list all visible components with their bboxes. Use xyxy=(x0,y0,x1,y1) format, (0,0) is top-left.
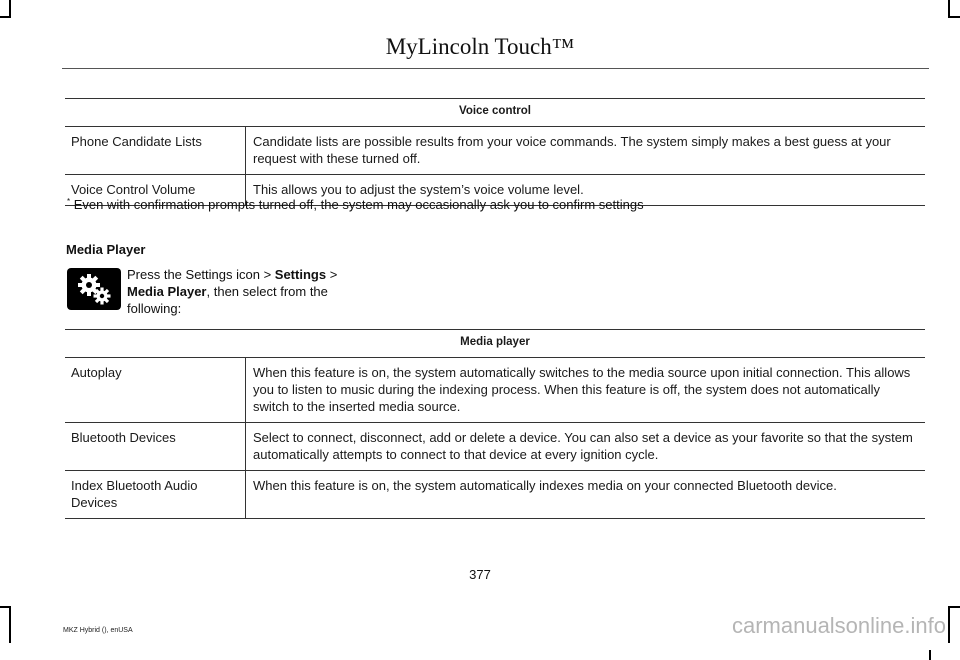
page-title: MyLincoln Touch™ xyxy=(385,34,575,59)
setting-name: Bluetooth Devices xyxy=(65,423,246,471)
crop-mark-bottom-right xyxy=(948,606,960,608)
setting-description: When this feature is on, the system automatically indexes media on your connected Bluetooth device. xyxy=(246,471,926,519)
crop-mark-top-right xyxy=(948,16,960,18)
crop-mark-bottom-right xyxy=(948,606,950,643)
footnote-text: Even with confirmation prompts turned off, the system may occasionally ask you to confirm settings xyxy=(73,197,644,212)
table-title: Media player xyxy=(65,330,925,358)
setting-name: Autoplay xyxy=(65,358,246,423)
instruction-part: Press the Settings icon > xyxy=(127,267,275,282)
section-heading: Media Player xyxy=(66,242,146,257)
table-row xyxy=(65,471,925,519)
table-title: Voice control xyxy=(65,99,925,127)
crop-mark-bottom-left xyxy=(0,606,11,608)
setting-description: This allows you to adjust the system’s voice volume level. xyxy=(246,175,926,206)
table-row xyxy=(65,358,925,423)
crop-mark-bottom-left xyxy=(9,606,11,643)
table-row xyxy=(65,127,925,175)
setting-name: Voice Control Volume xyxy=(65,175,246,206)
crop-mark-tick xyxy=(929,650,931,660)
settings-gears-icon xyxy=(67,268,121,310)
instruction-text xyxy=(127,266,342,317)
setting-name: Phone Candidate Lists xyxy=(65,127,246,175)
setting-name: Index Bluetooth Audio Devices xyxy=(65,471,246,519)
media-player-table xyxy=(65,329,925,519)
footnote xyxy=(67,197,644,212)
document-code: MKZ Hybrid (), enUSA xyxy=(63,627,133,634)
page-number: 377 xyxy=(469,567,491,582)
title-divider xyxy=(62,68,929,69)
instruction-part: > xyxy=(326,267,338,282)
menu-path-settings: Settings xyxy=(274,267,327,282)
setting-description: Candidate lists are possible results from your voice commands. The system simply makes a best guess at your request with these turned off. xyxy=(246,127,926,175)
voice-control-table xyxy=(65,98,925,206)
setting-description: When this feature is on, the system automatically switches to the media source upon initial connection. This allows you to listen to music during the indexing process. When this feature is off, the system does not automatically switch to the inserted media source. xyxy=(246,358,926,423)
table-row xyxy=(65,423,925,471)
setting-description: Select to connect, disconnect, add or delete a device. You can also set a device as your favorite so that the system automatically attempts to connect to that device at every ignition cycle. xyxy=(246,423,926,471)
footnote-mark: * xyxy=(67,197,71,206)
watermark-text: carmanualsonline.info xyxy=(731,613,946,638)
instruction-part: , then select from the following: xyxy=(127,284,328,316)
menu-path-media-player: Media Player xyxy=(127,284,207,299)
crop-mark-top-left xyxy=(0,16,11,18)
